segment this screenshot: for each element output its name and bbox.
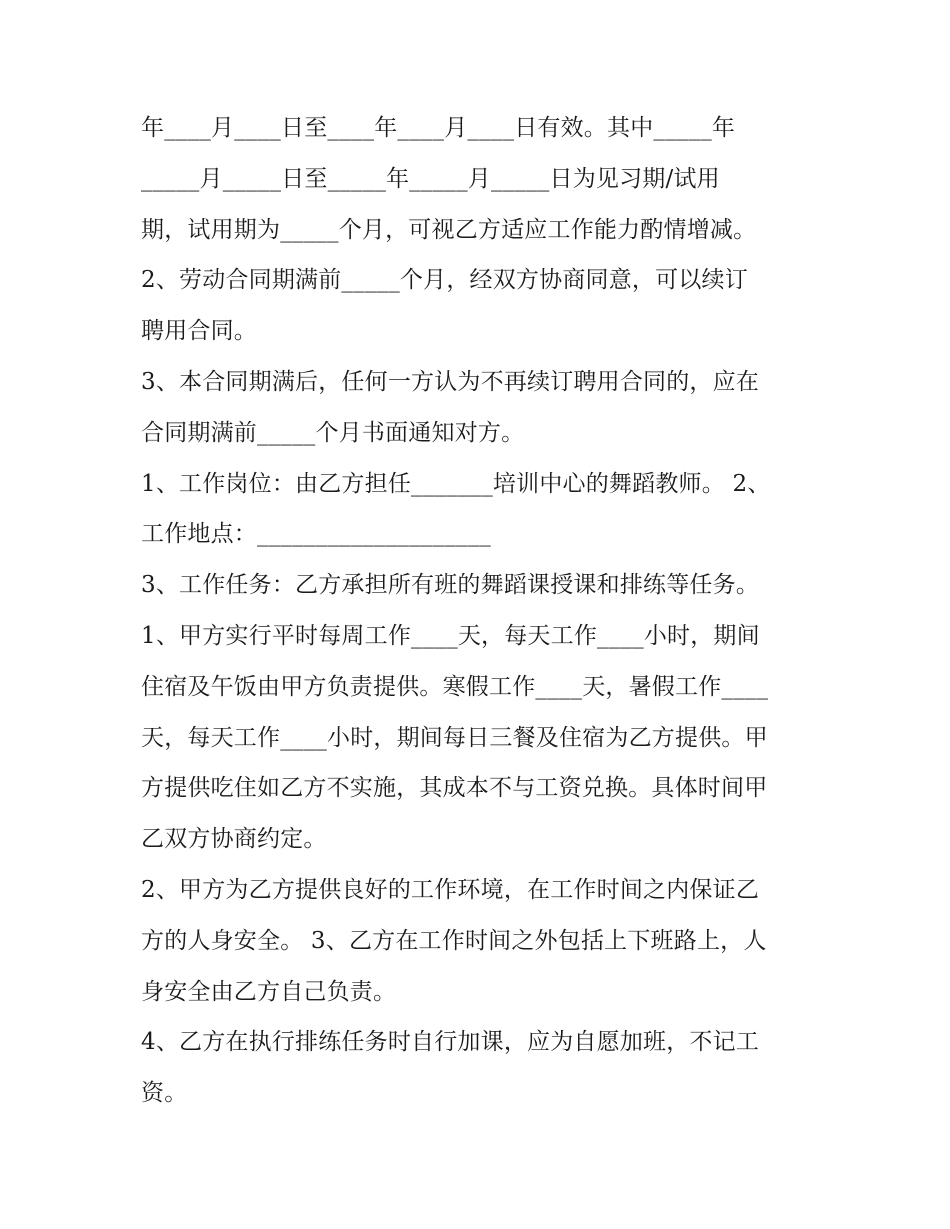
text-line: 资。 [141,1080,188,1107]
text-line: 3、工作任务：乙方承担所有班的舞蹈课授课和排练等任务。 [141,572,760,599]
text-line: 方提供吃住如乙方不实施，其成本不与工资兑换。具体时间甲 [141,775,768,802]
text-line: 年____月____日至____年____月____日有效。其中_____年 [141,115,736,141]
text-line: 合同期满前_____个月书面通知对方。 [141,419,525,446]
text-line: 乙双方协商约定。 [141,826,327,853]
text-line: 方的人身安全。 3、乙方在工作时间之外包括上下班路上，人 [141,927,767,954]
text-line: 2、甲方为乙方提供良好的工作环境，在工作时间之内保证乙 [141,876,760,903]
text-line: 1、甲方实行平时每周工作____天，每天工作____小时，期间 [141,622,760,649]
text-line: 聘用合同。 [141,318,257,345]
text-line: 4、乙方在执行排练任务时自行加课，应为自愿加班，不记工 [141,1029,760,1056]
text-line: 住宿及午饭由甲方负责提供。寒假工作____天，暑假工作____ [141,673,769,700]
text-line: 工作地点：____________________ [141,521,491,548]
text-line: 身安全由乙方自己负责。 [141,978,397,1005]
text-line: 2、劳动合同期满前_____个月，经双方协商同意，可以续订 [141,267,748,294]
text-line: 1、工作岗位：由乙方担任_______培训中心的舞蹈教师。 2、 [141,470,771,497]
contract-text [141,103,821,1119]
text-line: 3、本合同期满后，任何一方认为不再续订聘用合同的，应在 [141,368,760,395]
text-line: _____月_____日至_____年_____月_____日为见习期/试用 [141,165,720,192]
text-line: 天，每天工作____小时，期间每日三餐及住宿为乙方提供。甲 [141,724,768,751]
text-line: 期，试用期为_____个月，可视乙方适应工作能力酌情增减。 [141,216,757,243]
